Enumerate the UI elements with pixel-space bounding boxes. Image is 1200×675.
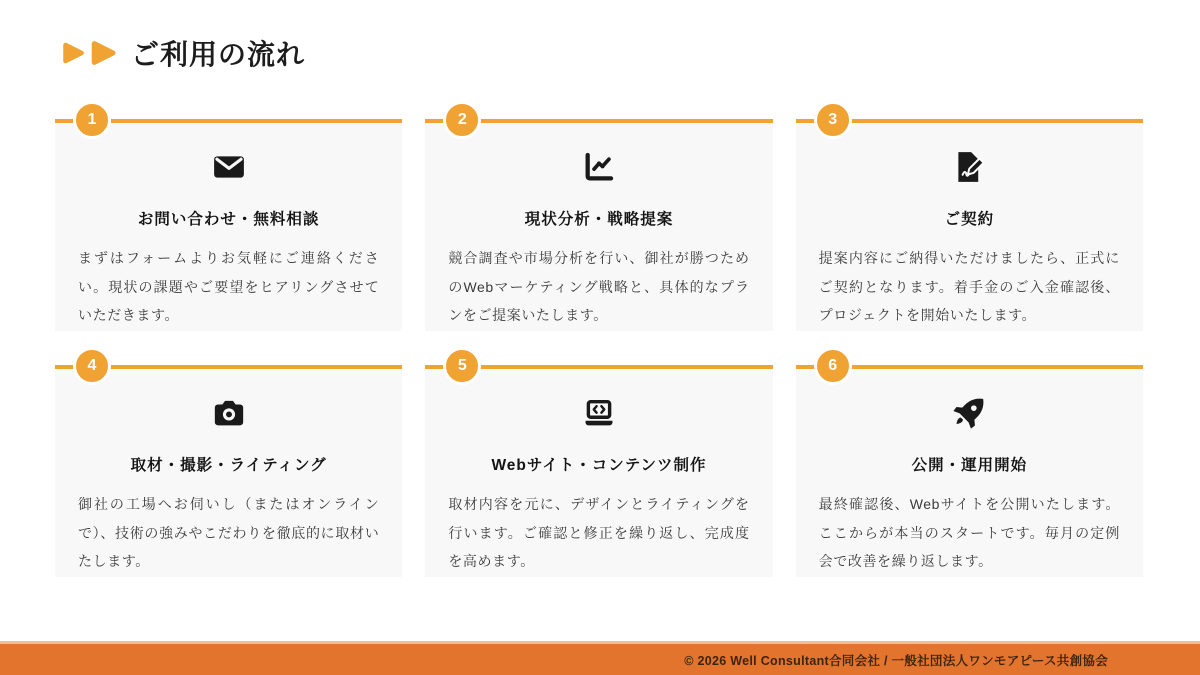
step-number-badge: 1 <box>73 101 111 139</box>
step-title: 公開・運用開始 <box>911 457 1028 474</box>
step-card-3 <box>796 111 1143 331</box>
step-card-1 <box>55 111 402 331</box>
chart-line-icon <box>448 150 749 184</box>
steps-grid <box>55 111 1143 577</box>
step-description: 最終確認後、Webサイトを公開いたします。ここからが本当のスタートです。毎月の定例会で改善を繰り返します。 <box>818 496 1120 570</box>
copyright-text: © 2026 Well Consultant合同会社 / 一般社団法人ワンモアピース共創協会 <box>684 653 1108 668</box>
step-title: 現状分析・戦略提案 <box>524 211 674 228</box>
step-description: 競合調査や市場分析を行い、御社が勝つためのWebマーケティング戦略と、具体的なプランをご提案いたします。 <box>448 250 750 324</box>
play-triangle-icon <box>88 38 118 68</box>
step-description: まずはフォームよりお気軽にご連絡ください。現状の課題やご要望をヒアリングさせていただきます。 <box>78 250 380 324</box>
step-card-4 <box>55 357 402 577</box>
step-description: 御社の工場へお伺いし（またはオンラインで）、技術の強みやこだわりを徹底的に取材いたします。 <box>78 496 380 570</box>
step-number-badge: 2 <box>443 101 481 139</box>
laptop-code-icon <box>448 396 749 430</box>
camera-icon <box>78 396 379 430</box>
step-number-badge: 5 <box>443 347 481 385</box>
contract-pen-icon <box>819 150 1120 184</box>
step-title: ご契約 <box>944 211 995 228</box>
step-description: 取材内容を元に、デザインとライティングを行います。ご確認と修正を繰り返し、完成度を高めます。 <box>448 496 750 570</box>
rocket-icon <box>819 396 1120 430</box>
step-description: 提案内容にご納得いただけましたら、正式にご契約となります。着手金のご入金確認後、プロジェクトを開始いたします。 <box>818 250 1120 324</box>
double-play-icon <box>60 38 118 68</box>
footer-bar <box>0 641 1200 675</box>
page-title: ご利用の流れ <box>131 39 306 70</box>
step-title: Webサイト・コンテンツ制作 <box>491 457 707 474</box>
step-number-badge: 3 <box>814 101 852 139</box>
step-card-5 <box>425 357 772 577</box>
step-number-badge: 6 <box>814 347 852 385</box>
step-card-6 <box>796 357 1143 577</box>
slide-header <box>0 0 1200 73</box>
play-triangle-icon <box>60 40 86 66</box>
step-number-badge: 4 <box>73 347 111 385</box>
step-title: 取材・撮影・ライティング <box>130 457 327 474</box>
step-card-2 <box>425 111 772 331</box>
envelope-icon <box>78 150 379 184</box>
step-title: お問い合わせ・無料相談 <box>137 211 320 228</box>
